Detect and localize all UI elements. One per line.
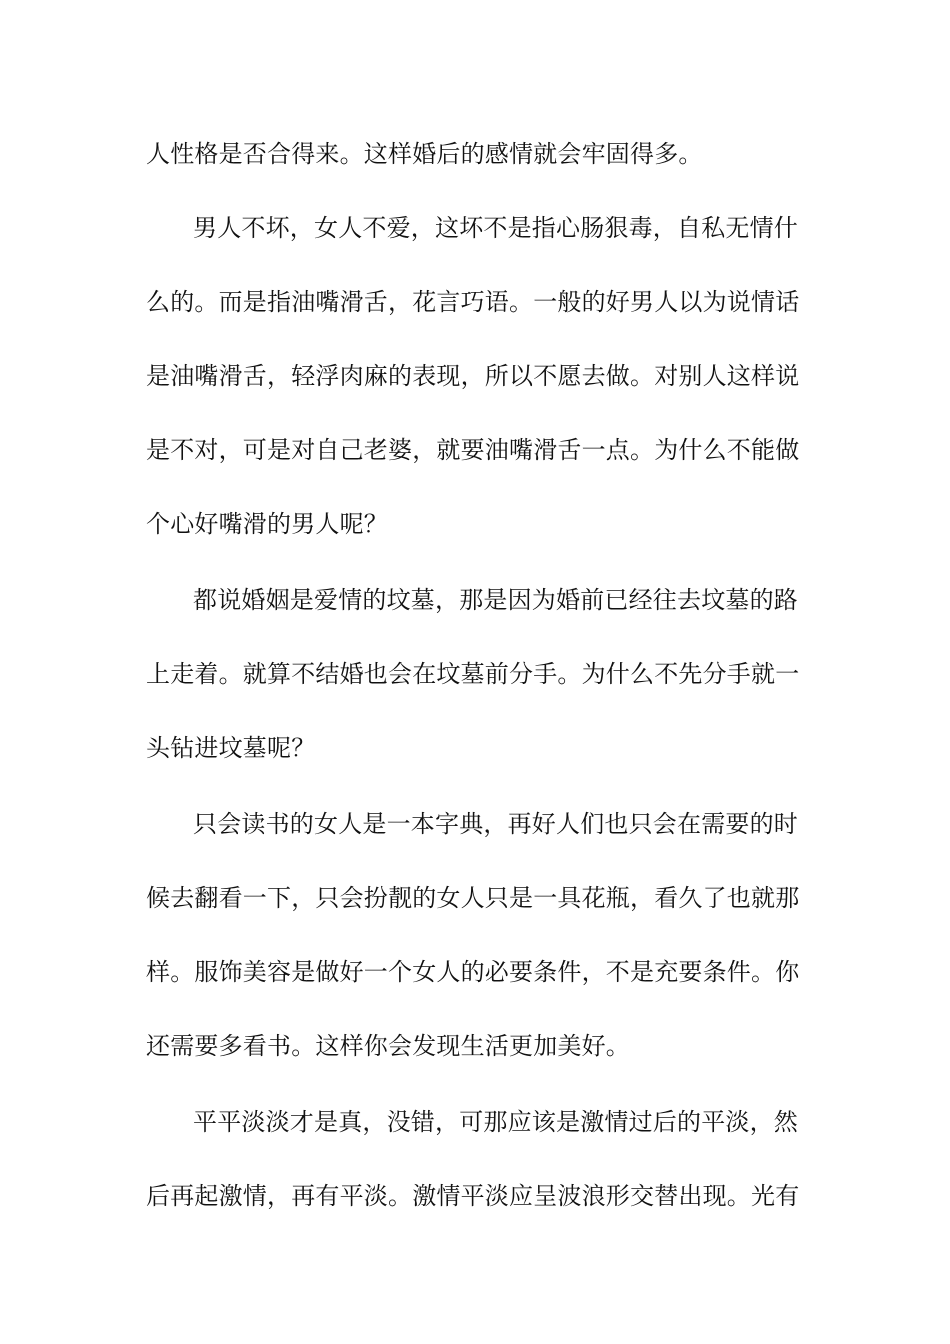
text-line: 上走着。就算不结婚也会在坟墓前分手。为什么不先分手就一 <box>146 660 800 688</box>
text-line: 候去翻看一下，只会扮靓的女人只是一具花瓶，看久了也就那 <box>146 884 800 912</box>
text-line: 头钻进坟墓呢？ <box>146 734 316 762</box>
text-line: 人性格是否合得来。这样婚后的感情就会牢固得多。 <box>146 140 703 168</box>
paragraph-first-line: 平平淡淡才是真，没错，可那应该是激情过后的平淡，然 <box>193 1108 798 1136</box>
text-line: 么的。而是指油嘴滑舌，花言巧语。一般的好男人以为说情话 <box>146 288 800 316</box>
text-line: 是不对，可是对自己老婆，就要油嘴滑舌一点。为什么不能做 <box>146 436 800 464</box>
paragraph-first-line: 只会读书的女人是一本字典，再好人们也只会在需要的时 <box>193 810 798 838</box>
text-line: 个心好嘴滑的男人呢？ <box>146 510 388 538</box>
paragraph-first-line: 男人不坏，女人不爱，这坏不是指心肠狠毒，自私无情什 <box>193 214 798 242</box>
paragraph-first-line: 都说婚姻是爱情的坟墓，那是因为婚前已经往去坟墓的路 <box>193 586 798 614</box>
text-line: 后再起激情，再有平淡。激情平淡应呈波浪形交替出现。光有 <box>146 1182 800 1210</box>
text-line: 是油嘴滑舌，轻浮肉麻的表现，所以不愿去做。对别人这样说 <box>146 362 800 390</box>
text-line: 还需要多看书。这样你会发现生活更加美好。 <box>146 1032 630 1060</box>
text-line: 样。服饰美容是做好一个女人的必要条件，不是充要条件。你 <box>146 958 800 986</box>
